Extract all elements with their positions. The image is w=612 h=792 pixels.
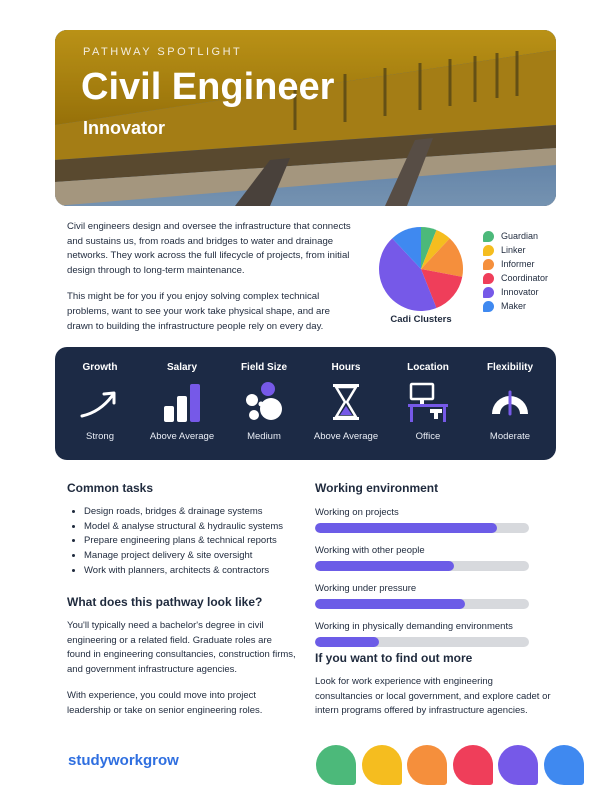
stat-value: Above Average [149,431,215,442]
stat-label: Flexibility [486,362,534,373]
stat-label: Growth [82,362,118,373]
environment-row [315,545,535,571]
legend-swatch [483,287,494,298]
page-subtitle: Innovator [83,118,166,138]
decorative-blob [362,745,402,785]
common-tasks-section [67,481,297,579]
list-item: • Prepare engineering plans & technical reports [84,534,297,549]
page-title: Civil Engineer [81,66,335,108]
decorative-blob [453,745,493,785]
environment-row [315,507,535,533]
legend-item-guardian [483,229,548,243]
pie-chart [376,226,466,312]
growth-arrow-icon [80,382,120,422]
legend-swatch [483,245,494,256]
environment-row [315,621,535,647]
legend-label: Innovator [501,287,539,297]
stat-value: Medium [247,431,281,442]
stat-location [386,347,470,460]
hourglass-icon [326,382,366,422]
decorative-blob [498,745,538,785]
environment-label: Working on projects [315,507,399,518]
stat-label: Salary [166,362,198,373]
legend-item-informer [483,257,548,271]
list-item: • Work with planners, architects & contractors [84,564,297,579]
legend-swatch [483,273,494,284]
stat-value: Above Average [313,431,379,442]
decorative-blobs [316,745,589,785]
list-item: • Manage project delivery & site oversight [84,549,297,564]
environment-row [315,583,535,609]
environment-label: Working with other people [315,545,425,556]
legend-swatch [483,231,494,242]
office-desk-icon [408,382,448,422]
hero-banner [55,30,556,206]
stat-label: Location [407,362,449,373]
working-environment-section [315,481,535,647]
section-heading: Working environment [315,481,439,495]
salary-bars-icon [162,382,202,422]
legend-item-maker [483,299,548,313]
legend-item-linker [483,243,548,257]
stat-value: Office [415,431,441,442]
environment-label: Working under pressure [315,583,417,594]
pie-legend [483,229,548,313]
legend-item-coordinator [483,271,548,285]
section-heading: If you want to find out more [315,651,473,665]
stat-label: Field Size [240,362,288,373]
environment-bar-track [315,561,529,571]
stats-panel [55,347,556,460]
stat-hours [304,347,388,460]
decorative-blob [407,745,447,785]
stat-field-size [222,347,306,460]
stat-growth [58,347,142,460]
environment-label: Working in physically demanding environments [315,621,513,632]
find-out-more-section [315,651,551,719]
legend-swatch [483,301,494,312]
stat-value: Moderate [489,431,531,442]
tasks-list [67,505,297,579]
environment-bar-fill [315,561,454,571]
environment-bar-track [315,523,529,533]
cadi-clusters-chart [376,226,466,336]
legend-label: Guardian [501,231,539,241]
gauge-icon [490,382,530,422]
eyebrow-text: PATHWAY SPOTLIGHT [83,46,243,58]
pathway-paragraph: With experience, you could move into project leadership or take on senior engineering roles. [67,690,263,716]
list-item: • Design roads, bridges & drainage systems [84,505,297,520]
pathway-section [67,595,297,719]
legend-item-innovator [483,285,548,299]
stat-value: Strong [86,431,114,442]
intro-text [67,220,357,346]
intro-paragraph: This might be for you if you enjoy solving complex technical problems, want to see your work take physical shape, and are drawn to building the infrastructure people rely on every day. [67,291,330,332]
environment-bar-fill [315,637,379,647]
legend-label: Informer [501,259,535,269]
list-item: • Model & analyse structural & hydraulic systems [84,520,297,535]
decorative-blob [316,745,356,785]
legend-label: Maker [501,301,527,311]
environment-bar-fill [315,523,497,533]
legend-label: Linker [501,245,526,255]
environment-bar-fill [315,599,465,609]
section-heading: Common tasks [67,481,154,495]
stat-flexibility [468,347,552,460]
pathway-paragraph: You'll typically need a bachelor's degree in civil engineering or a related field. Graduate roles are found in engineering consultancies, construction firms, and government infrastructure agencies. [67,620,296,675]
intro-paragraph: Civil engineers design and oversee the infrastructure that connects and sustains us, from roads and bridges to water and drainage networks. They work across the full lifecycle of projects, from initial design through to long-term maintenance. [67,221,351,276]
environment-bar-track [315,599,529,609]
stat-salary [140,347,224,460]
decorative-blob [544,745,584,785]
pie-label: Cadi Clusters [390,314,452,325]
stat-label: Hours [331,362,361,373]
field-size-circles-icon [244,382,284,422]
find-out-more-text: Look for work experience with engineering consultancies or local government, and explore cadet or intern programs offered by infrastructure agencies. [315,676,551,717]
section-heading: What does this pathway look like? [67,595,263,609]
legend-swatch [483,259,494,270]
environment-bar-track [315,637,529,647]
legend-label: Coordinator [501,273,549,283]
brand-logo: studyworkgrow [68,752,179,769]
